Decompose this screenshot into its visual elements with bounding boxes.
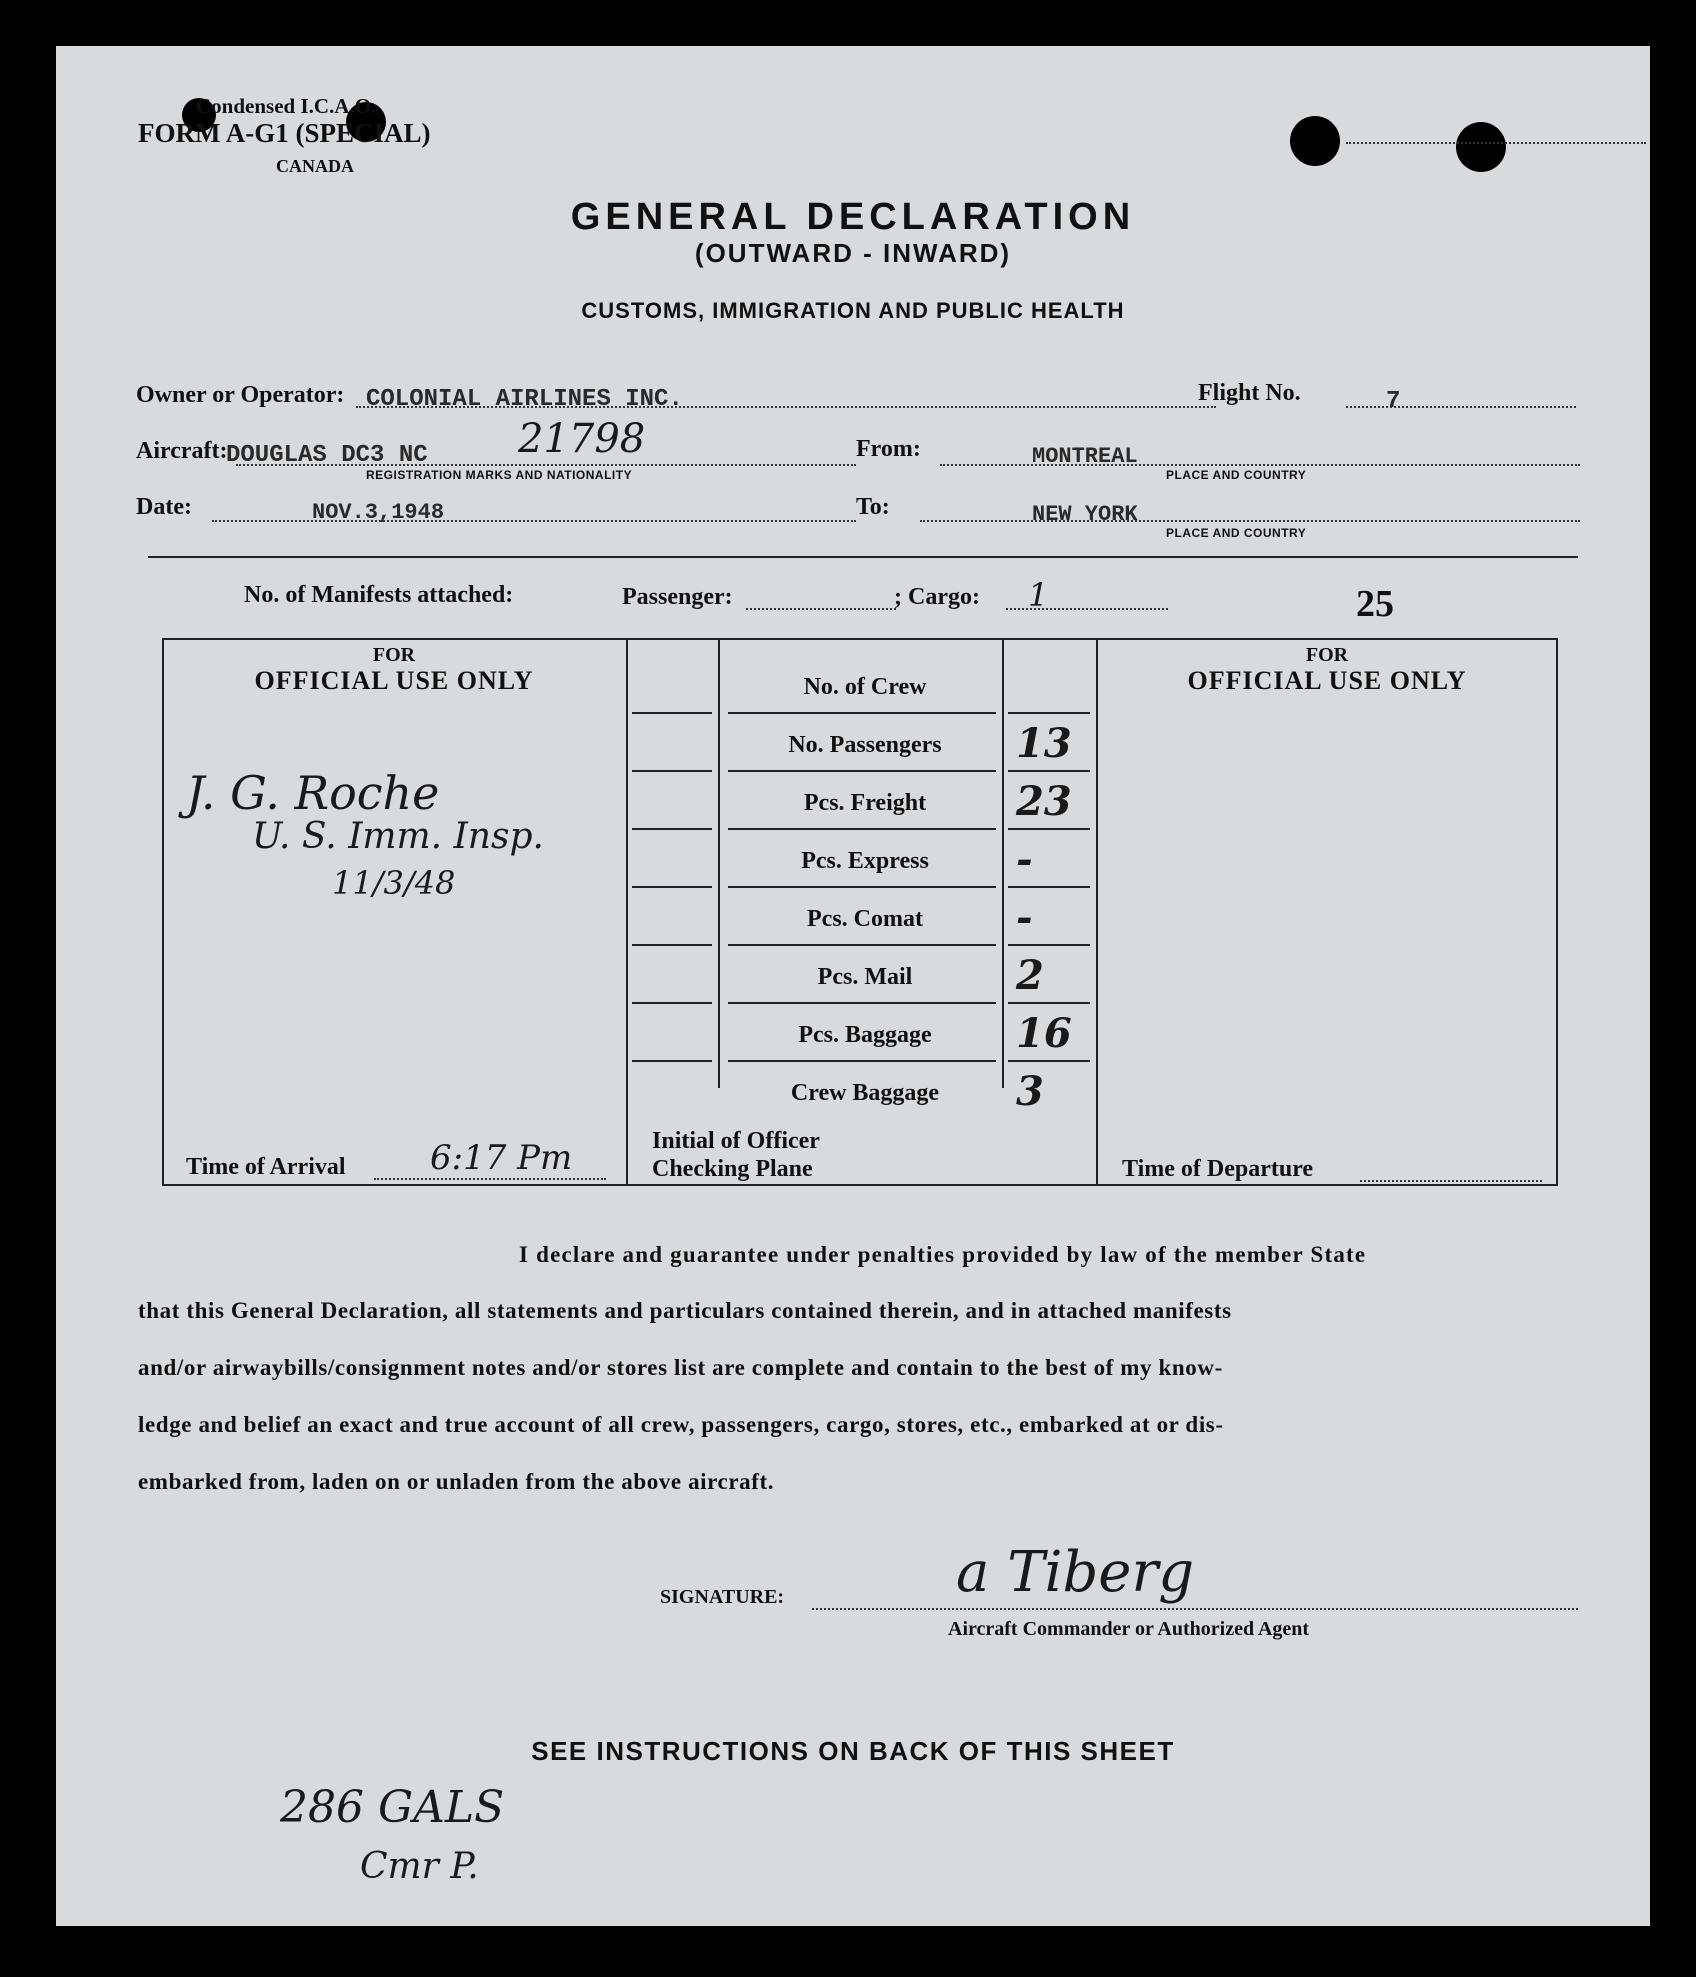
row-line-right [1008,828,1090,830]
flight-value: 7 [1386,388,1401,415]
time-arrival-label: Time of Arrival [186,1154,346,1180]
row-value: 16 [1016,1010,1072,1057]
inspector-date: 11/3/48 [332,864,456,902]
row-value: 2 [1016,952,1044,999]
row-line-right [1008,770,1090,772]
row-line-right [1008,1002,1090,1004]
passenger-dotted-line [746,608,896,610]
owner-label: Owner or Operator: [136,382,345,408]
left-for-label: FOR [372,644,416,666]
from-caption: PLACE AND COUNTRY [1166,468,1307,482]
row-line-center [728,886,996,888]
declaration-line-2: that this General Declaration, all statements and particulars contained therein, and in attached manifests [138,1298,1232,1323]
from-label: From: [856,436,921,462]
row-label: Pcs. Baggage [798,1022,932,1048]
handwritten-note-line1: 286 GALS [280,1782,505,1833]
date-label: Date: [136,494,192,520]
document-page [56,46,1650,1926]
row-line-left [632,770,712,772]
row-label: No. Passengers [788,732,942,758]
declaration-line-3: and/or airwaybills/consignment notes and/or stores list are complete and contain to the best of my know- [138,1355,1223,1380]
from-value: MONTREAL [1032,444,1138,469]
row-line-left [632,944,712,946]
aircraft-reg-handwritten: 21798 [518,416,646,462]
to-caption: PLACE AND COUNTRY [1166,526,1307,540]
to-dotted-line [920,520,1580,522]
row-label: Pcs. Mail [817,964,913,990]
footer-instructions: SEE INSTRUCTIONS ON BACK OF THIS SHEET [531,1736,1175,1766]
signature-caption: Aircraft Commander or Authorized Agent [948,1618,1310,1640]
row-label: Pcs. Comat [807,906,923,932]
form-header-line3: CANADA [276,156,354,176]
manifests-label: No. of Manifests attached: [244,582,514,608]
owner-value: COLONIAL AIRLINES INC. [366,386,683,413]
to-value: NEW YORK [1032,502,1138,527]
flight-dotted-line [1346,406,1576,408]
right-for-label: FOR [1305,644,1349,666]
row-value: - [1016,836,1033,883]
form-header-line2: FORM A-G1 (SPECIAL) [138,118,431,148]
inspector-title: U. S. Imm. Insp. [252,816,544,857]
row-label: Pcs. Freight [803,790,927,816]
row-line-left [632,1060,712,1062]
row-line-left [632,828,712,830]
row-line-left [632,886,712,888]
declaration-line-5: embarked from, laden on or unladen from the above aircraft. [138,1469,775,1494]
left-official-label: OFFICIAL USE ONLY [254,666,534,695]
inspector-signature: J. G. Roche [186,766,440,820]
stamp-number: 25 [1356,583,1394,625]
hole-dotted-line [1346,142,1646,144]
table-col-line-1 [626,638,628,1186]
row-line-left [632,1002,712,1004]
row-value: 3 [1016,1068,1044,1115]
row-label: Crew Baggage [790,1080,940,1106]
aircraft-label: Aircraft: [136,438,228,464]
time-departure-label: Time of Departure [1122,1156,1314,1182]
aircraft-value: DOUGLAS DC3 NC [226,442,428,469]
handwritten-note-line2: Cmr P. [360,1846,479,1887]
row-value: 23 [1016,778,1072,825]
table-col-line-2 [718,638,720,1088]
time-arrival-value: 6:17 Pm [430,1138,573,1178]
punch-hole-left [1290,116,1340,166]
row-label: Pcs. Express [801,848,929,874]
form-header-line1: Condensed I.C.A.O. [196,94,377,118]
signature-value: a Tiberg [956,1540,1195,1605]
date-value: NOV.3,1948 [312,500,445,525]
row-line-right [1008,712,1090,714]
row-line-right [1008,1060,1090,1062]
to-label: To: [856,494,890,520]
row-value: - [1016,894,1033,941]
row-line-right [1008,944,1090,946]
header-divider [148,556,1578,558]
aircraft-caption: REGISTRATION MARKS AND NATIONALITY [366,468,633,482]
signature-dotted-line [812,1608,1578,1610]
table-col-line-3 [1002,638,1004,1088]
row-line-left [632,712,712,714]
row-line-center [728,828,996,830]
agency-line: CUSTOMS, IMMIGRATION AND PUBLIC HEALTH [581,298,1125,323]
date-dotted-line [212,520,856,522]
cargo-value: 1 [1028,576,1049,614]
declaration-line-1: I declare and guarantee under penalties provided by law of the member State [519,1242,1367,1267]
signature-label: SIGNATURE: [660,1586,785,1608]
declaration-line-4: ledge and belief an exact and true account of all crew, passengers, cargo, stores, etc., embarked at or dis- [138,1412,1224,1437]
row-line-center [728,1060,996,1062]
row-line-center [728,944,996,946]
row-line-right [1008,886,1090,888]
flight-label: Flight No. [1198,380,1301,406]
table-col-line-4 [1096,638,1098,1186]
row-value: 13 [1016,720,1072,767]
checking-plane-label: Checking Plane [652,1156,813,1182]
row-line-center [728,712,996,714]
time-arrival-dotted-line [374,1178,606,1180]
row-label: No. of Crew [803,674,927,700]
initial-officer-label: Initial of Officer [652,1128,820,1154]
right-official-label: OFFICIAL USE ONLY [1187,666,1467,695]
passenger-label: Passenger: [622,584,733,610]
time-departure-dotted-line [1360,1180,1542,1182]
punch-hole-right [1456,122,1506,172]
cargo-label: ; Cargo: [894,584,980,610]
page-subtitle: (OUTWARD - INWARD) [694,238,1012,268]
page-title: GENERAL DECLARATION [570,196,1136,238]
row-line-center [728,1002,996,1004]
row-line-center [728,770,996,772]
